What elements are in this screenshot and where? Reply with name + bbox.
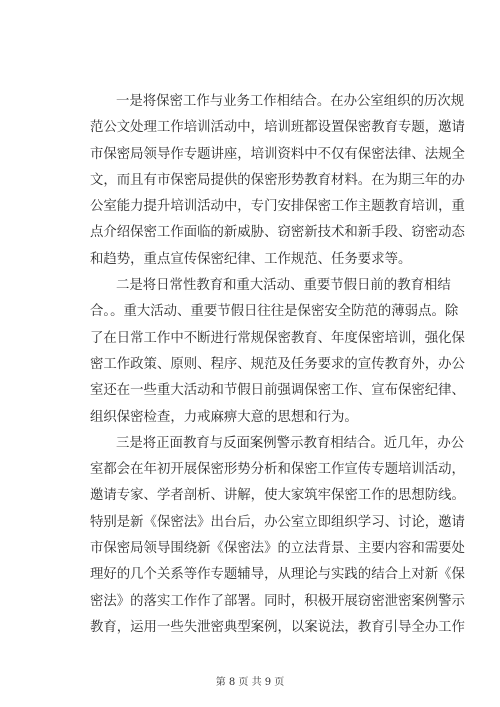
- text-line: 室都会在年初开展保密形势分析和保密工作宣传专题培训活动，: [90, 462, 465, 478]
- text-line: 邀请专家、学者剖析、讲解，使大家筑牢保密工作的思想防线。: [90, 488, 465, 504]
- text-line: 一是将保密工作与业务工作相结合。在办公室组织的历次规: [116, 94, 465, 109]
- text-line: 文，而且有市保密局提供的保密形势教育材料。在为期三年的办: [90, 172, 465, 188]
- page-footer: 第 8 页 共 9 页: [215, 677, 285, 688]
- text-line: 密法》的落实工作作了部署。同时，积极开展窃密泄密案例警示: [90, 593, 465, 609]
- text-line: 组织保密检查，力戒麻痹大意的思想和行为。: [90, 409, 358, 425]
- text-line: 了在日常工作中不断进行常规保密教育、年度保密培训，强化保: [90, 330, 465, 346]
- text-line: 点介绍保密工作面临的新威胁、窃密新技术和新手段、窃密动态: [90, 225, 465, 241]
- text-line: 合。。重大活动、重要节假日往往是保密安全防范的薄弱点。除: [90, 304, 459, 320]
- text-line: 范公文处理工作培训活动中，培训班都设置保密教育专题，邀请: [90, 120, 465, 136]
- text-line: 密工作政策、原则、程序、规范及任务要求的宣传教育外，办公: [90, 356, 465, 372]
- text-line: 特别是新《保密法》出台后，办公室立即组织学习、讨论，邀请: [90, 514, 465, 530]
- text-line: 市保密局领导作专题讲座，培训资料中不仅有保密法律、法规全: [90, 146, 465, 162]
- text-line: 三是将正面教育与反面案例警示教育相结合。近几年，办公: [116, 435, 465, 451]
- text-line: 室还在一些重大活动和节假日前强调保密工作、宣布保密纪律、: [90, 383, 465, 399]
- text-line: 二是将日常性教育和重大活动、重要节假日前的教育相结: [116, 278, 451, 294]
- text-line: 市保密局领导围绕新《保密法》的立法背景、主要内容和需要处: [90, 541, 465, 557]
- text-line: 教育，运用一些失泄密典型案例，以案说法，教育引导全办工作: [90, 619, 465, 635]
- document-body: [90, 89, 465, 641]
- text-line: 公室能力提升培训活动中，专门安排保密工作主题教育培训，重: [90, 199, 465, 215]
- text-line: 理好的几个关系等作专题辅导，从理论与实践的结合上对新《保: [90, 567, 465, 583]
- text-line: 和趋势，重点宣传保密纪律、工作规范、任务要求等。: [90, 251, 412, 267]
